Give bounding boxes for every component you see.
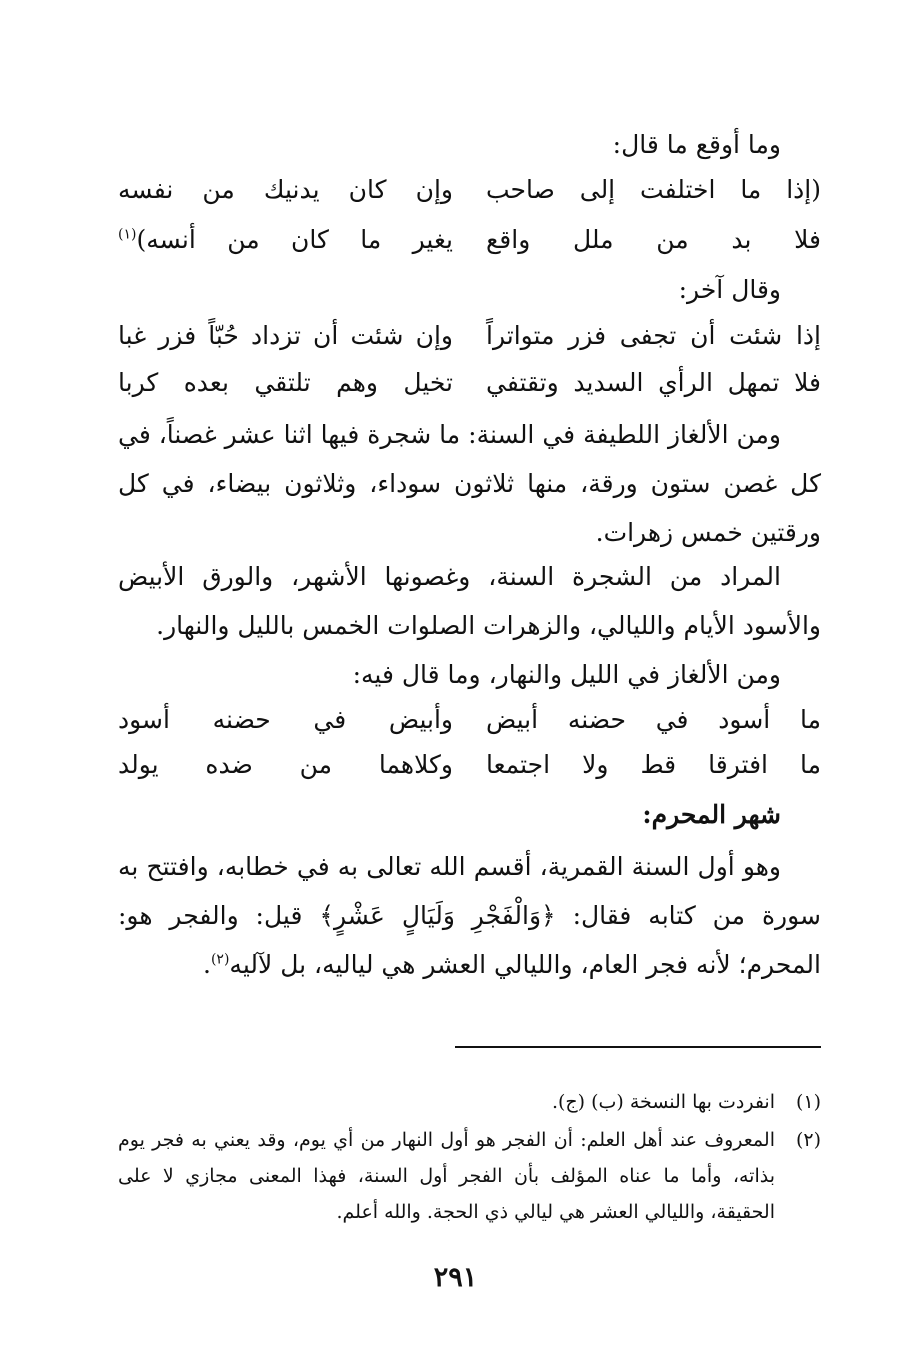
footnote-ref-1[interactable]: (١) — [118, 226, 137, 243]
paragraph-muharram-end: . — [203, 950, 211, 979]
poem-3-verse-2-second-hemistich: وكلاهما من ضده يولد — [118, 750, 453, 779]
poem-2-verse-1-second-hemistich: وإن شئت أن تزداد حُبّاً فزر غبا — [118, 321, 453, 350]
poem-3-verse-2-first-hemistich: ما افترقا قط ولا اجتمعا — [486, 750, 821, 779]
poem-2-verse-2-second-hemistich: تخيل وهم تلتقي بعده كربا — [118, 368, 453, 397]
poem-1-verse-1-first-hemistich: (إذا ما اختلفت إلى صاحب — [486, 175, 821, 204]
quran-verse: ﴿وَالْفَجْرِ وَلَيَالٍ عَشْرٍ﴾ — [319, 901, 556, 930]
intro-line-3: ومن الألغاز في الليل والنهار، وما قال فيه: — [352, 660, 781, 689]
poem-3-verse-1-first-hemistich: ما أسود في حضنه أبيض — [486, 705, 821, 734]
intro-line-1: وما أوقع ما قال: — [612, 130, 781, 159]
poem-2-verse-1 — [118, 321, 821, 361]
footnote-2-number: (٢) — [795, 1129, 821, 1151]
poem-1-verse-2-second-hemistich — [118, 225, 453, 254]
footnote-1 — [118, 1084, 821, 1120]
footnote-2-text: المعروف عند أهل العلم: أن الفجر هو أول النهار من أي يوم، وقد يعني به فجر يوم بذاته، وأما ما عناه المؤلف بأن الفجر أول السنة، فهذا المعنى مجازي لا على الحقيقة، والليالي العشر هي ليالي ذي الحجة. والله أعلم. — [118, 1129, 775, 1223]
intro-line-2: وقال آخر: — [678, 275, 781, 304]
poem-2-verse-2 — [118, 368, 821, 408]
paragraph-riddle-year: ومن الألغاز اللطيفة في السنة: ما شجرة فيها اثنا عشر غصناً، في كل غصن ستون ورقة، منها ثلاثون سوداء، وثلاثون بيضاء، في كل ورقتين خمس زهرات. — [118, 420, 821, 547]
footnote-1-text: انفردت بها النسخة (ب) (ج). — [551, 1091, 775, 1113]
poem-1-verse-2-second-text: يغير ما كان من أنسه) — [136, 225, 453, 254]
poem-2-verse-2-first-hemistich: فلا تمهل الرأي السديد وتقتفي — [486, 368, 821, 397]
footnote-1-number: (١) — [795, 1091, 821, 1113]
paragraph-muharram-text-2: قيل: والفجر هو: المحرم؛ لأنه فجر العام، والليالي العشر هي لياليه، بل لآليه — [118, 901, 821, 979]
poem-2-verse-1-first-hemistich: إذا شئت أن تجفى فزر متواتراً — [486, 321, 821, 350]
poem-3-verse-1 — [118, 705, 821, 745]
poem-3-verse-1-second-hemistich: وأبيض في حضنه أسود — [118, 705, 453, 734]
paragraph-riddle-answer: المراد من الشجرة السنة، وغصونها الأشهر، والورق الأبيض والأسود الأيام والليالي، والزهرات الصلوات الخمس بالليل والنهار. — [118, 562, 821, 640]
section-heading: شهر المحرم: — [642, 800, 781, 829]
poem-1-verse-2-first-hemistich: فلا بد من ملل واقع — [486, 225, 821, 254]
footnote-divider — [455, 1046, 821, 1048]
footnote-2 — [118, 1122, 821, 1230]
paragraph-muharram-text-1: وهو أول السنة القمرية، أقسم الله تعالى به في خطابه، وافتتح به سورة من كتابه فقال: — [118, 852, 821, 930]
poem-1-verse-2 — [118, 225, 821, 265]
poem-1-verse-1 — [118, 175, 821, 215]
poem-1-verse-1-second-hemistich: وإن كان يدنيك من نفسه — [118, 175, 453, 204]
page-number: ٢٩١ — [433, 1262, 478, 1293]
footnote-ref-2[interactable]: (٢) — [210, 951, 230, 968]
paragraph-muharram — [118, 842, 821, 989]
poem-3-verse-2 — [118, 750, 821, 790]
